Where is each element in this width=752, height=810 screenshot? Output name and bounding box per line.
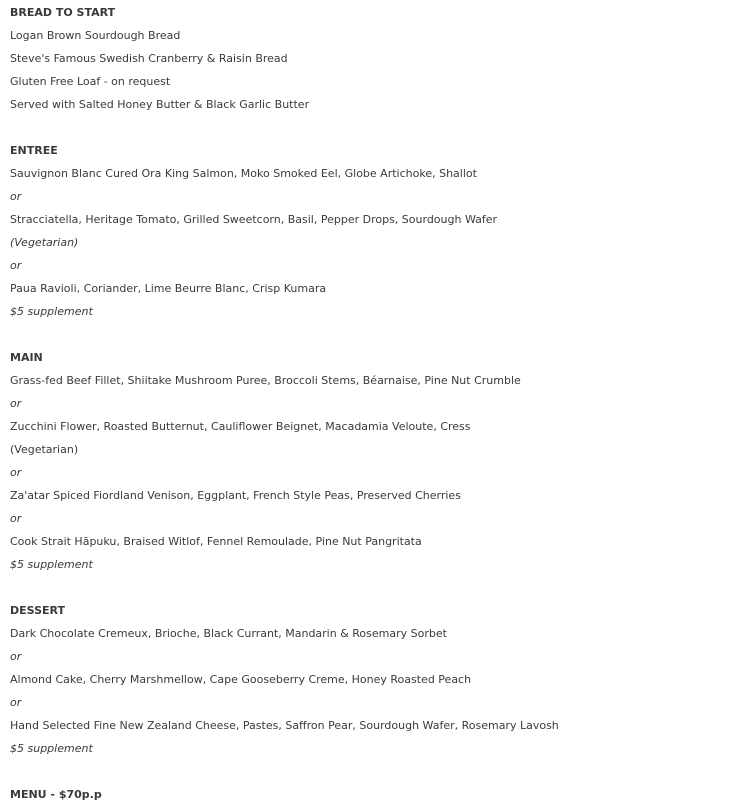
bread-item: Logan Brown Sourdough Bread [10, 29, 181, 42]
or-separator: or [10, 397, 22, 410]
main-dish: Za'atar Spiced Fiordland Venison, Eggplant, French Style Peas, Preserved Cherries [10, 489, 461, 502]
supplement-note: $5 supplement [10, 558, 93, 571]
dessert-dish: Hand Selected Fine New Zealand Cheese, Pastes, Saffron Pear, Sourdough Wafer, Rosemary Lavosh [10, 719, 559, 732]
menu-price: MENU - $70p.p [10, 788, 102, 801]
main-dish: Cook Strait Hāpuku, Braised Witlof, Fennel Remoulade, Pine Nut Pangritata [10, 535, 422, 548]
entree-dish: Stracciatella, Heritage Tomato, Grilled Sweetcorn, Basil, Pepper Drops, Sourdough Wafer [10, 213, 498, 226]
main-dish: Grass-fed Beef Fillet, Shiitake Mushroom Puree, Broccoli Stems, Béarnaise, Pine Nut Crumble [10, 374, 521, 387]
bread-item: Served with Salted Honey Butter & Black Garlic Butter [10, 98, 310, 111]
or-separator: or [10, 512, 22, 525]
dessert-heading: DESSERT [10, 604, 65, 617]
entree-dish: Sauvignon Blanc Cured Ora King Salmon, Moko Smoked Eel, Globe Artichoke, Shallot [10, 167, 477, 180]
main-heading: MAIN [10, 351, 43, 364]
section-spacer [10, 323, 752, 346]
bread-item: Gluten Free Loaf - on request [10, 75, 171, 88]
section-spacer [10, 116, 752, 139]
dessert-dish: Dark Chocolate Cremeux, Brioche, Black Currant, Mandarin & Rosemary Sorbet [10, 627, 447, 640]
bread-item: Steve's Famous Swedish Cranberry & Raisin Bread [10, 52, 288, 65]
or-separator: or [10, 466, 22, 479]
entree-heading: ENTREE [10, 144, 58, 157]
or-separator: or [10, 696, 22, 709]
supplement-note: $5 supplement [10, 742, 93, 755]
dish-note: (Vegetarian) [10, 236, 79, 249]
or-separator: or [10, 259, 22, 272]
main-dish: Zucchini Flower, Roasted Butternut, Cauliflower Beignet, Macadamia Veloute, Cress [10, 420, 471, 433]
dessert-dish: Almond Cake, Cherry Marshmellow, Cape Gooseberry Creme, Honey Roasted Peach [10, 673, 472, 686]
section-spacer [10, 760, 752, 783]
supplement-note: $5 supplement [10, 305, 93, 318]
or-separator: or [10, 190, 22, 203]
or-separator: or [10, 650, 22, 663]
entree-dish: Paua Ravioli, Coriander, Lime Beurre Blanc, Crisp Kumara [10, 282, 327, 295]
bread-heading: BREAD TO START [10, 6, 116, 19]
dish-note: (Vegetarian) [10, 443, 79, 456]
section-spacer [10, 576, 752, 599]
